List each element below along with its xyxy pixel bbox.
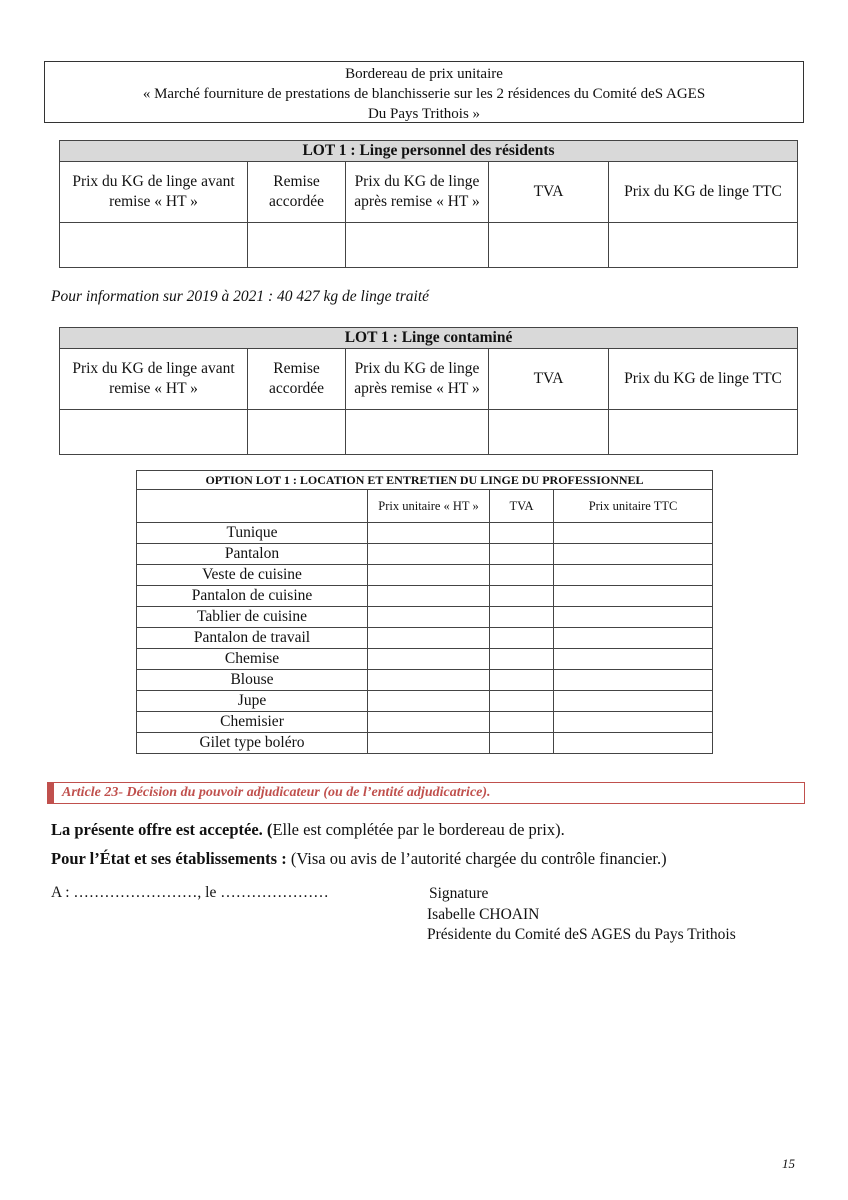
lot1-title: LOT 1 : Linge personnel des résidents (60, 141, 798, 162)
option-col-tva: TVA (490, 490, 554, 523)
option-title: OPTION LOT 1 : LOCATION ET ENTRETIEN DU LINGE DU PROFESSIONNEL (137, 471, 713, 490)
lot2-input-cell[interactable] (489, 410, 609, 455)
price-cell[interactable] (490, 649, 554, 670)
price-cell[interactable] (368, 691, 490, 712)
info-note: Pour information sur 2019 à 2021 : 40 427 kg de linge traité (51, 288, 430, 305)
item-label: Blouse (137, 670, 368, 691)
state-rest: (Visa ou avis de l’autorité chargée du contrôle financier.) (290, 849, 667, 868)
lot1-price-table (59, 140, 798, 268)
price-cell[interactable] (490, 712, 554, 733)
price-cell[interactable] (554, 544, 713, 565)
lot2-input-cell[interactable] (248, 410, 346, 455)
lot1-input-cell[interactable] (248, 223, 346, 268)
price-cell[interactable] (554, 691, 713, 712)
lot1-col-ttc: Prix du KG de linge TTC (609, 162, 798, 223)
price-cell[interactable] (368, 586, 490, 607)
item-label: Gilet type boléro (137, 733, 368, 754)
price-cell[interactable] (554, 670, 713, 691)
price-cell[interactable] (490, 691, 554, 712)
item-label: Chemise (137, 649, 368, 670)
lot2-price-table (59, 327, 798, 455)
price-cell[interactable] (554, 586, 713, 607)
lot1-col-prix-apres: Prix du KG de linge après remise « HT » (346, 162, 489, 223)
price-cell[interactable] (554, 733, 713, 754)
item-label: Tablier de cuisine (137, 607, 368, 628)
lot2-col-ttc: Prix du KG de linge TTC (609, 349, 798, 410)
price-cell[interactable] (490, 607, 554, 628)
item-label: Veste de cuisine (137, 565, 368, 586)
option-col-ht: Prix unitaire « HT » (368, 490, 490, 523)
price-cell[interactable] (368, 712, 490, 733)
title-line-1: Bordereau de prix unitaire (345, 66, 503, 82)
title-line-2: « Marché fourniture de prestations de blanchisserie sur les 2 résidences du Comité deS AGES (142, 86, 706, 102)
lot2-col-prix-avant: Prix du KG de linge avant remise « HT » (60, 349, 248, 410)
acceptance-bold: La présente offre est acceptée. ( (51, 820, 273, 839)
signature-label: Signature (429, 885, 489, 902)
price-cell[interactable] (554, 649, 713, 670)
price-cell[interactable] (368, 565, 490, 586)
price-cell[interactable] (554, 565, 713, 586)
price-cell[interactable] (490, 565, 554, 586)
lot1-col-remise: Remise accordée (248, 162, 346, 223)
acceptance-rest: Elle est complétée par le bordereau de prix). (272, 820, 565, 839)
page-number: 15 (782, 1156, 795, 1171)
price-cell[interactable] (368, 670, 490, 691)
item-label: Pantalon de travail (137, 628, 368, 649)
lot2-title: LOT 1 : Linge contaminé (60, 328, 798, 349)
lot1-input-cell[interactable] (346, 223, 489, 268)
item-label: Pantalon de cuisine (137, 586, 368, 607)
lot2-input-cell[interactable] (609, 410, 798, 455)
article-23-heading: Article 23- Décision du pouvoir adjudicateur (ou de l’entité adjudicatrice). (47, 782, 805, 804)
document-title-box (44, 61, 804, 123)
price-cell[interactable] (554, 628, 713, 649)
lot2-col-remise: Remise accordée (248, 349, 346, 410)
lot1-input-cell[interactable] (489, 223, 609, 268)
lot1-input-cell[interactable] (609, 223, 798, 268)
price-cell[interactable] (554, 607, 713, 628)
state-bold: Pour l’État et ses établissements : (51, 849, 291, 868)
title-line-3: Du Pays Trithois » (367, 106, 481, 122)
price-cell[interactable] (490, 544, 554, 565)
option-col-item (137, 490, 368, 523)
signatory-role: Présidente du Comité deS AGES du Pays Trithois (427, 926, 736, 943)
price-cell[interactable] (368, 523, 490, 544)
lot2-col-prix-apres: Prix du KG de linge après remise « HT » (346, 349, 489, 410)
item-label: Tunique (137, 523, 368, 544)
price-cell[interactable] (368, 649, 490, 670)
lot2-input-cell[interactable] (60, 410, 248, 455)
item-label: Pantalon (137, 544, 368, 565)
price-cell[interactable] (368, 607, 490, 628)
item-label: Chemisier (137, 712, 368, 733)
price-cell[interactable] (554, 712, 713, 733)
price-cell[interactable] (554, 523, 713, 544)
lot1-col-prix-avant: Prix du KG de linge avant remise « HT » (60, 162, 248, 223)
option-col-ttc: Prix unitaire TTC (554, 490, 713, 523)
price-cell[interactable] (368, 544, 490, 565)
place-date-line[interactable]: A : ……………………, le ………………… (51, 884, 329, 901)
state-line (51, 849, 667, 869)
price-cell[interactable] (368, 628, 490, 649)
price-cell[interactable] (490, 523, 554, 544)
option-table (136, 470, 713, 754)
lot1-col-tva: TVA (489, 162, 609, 223)
lot1-input-cell[interactable] (60, 223, 248, 268)
item-label: Jupe (137, 691, 368, 712)
acceptance-line (51, 820, 565, 840)
price-cell[interactable] (490, 733, 554, 754)
price-cell[interactable] (368, 733, 490, 754)
signatory-name: Isabelle CHOAIN (427, 905, 540, 923)
price-cell[interactable] (490, 628, 554, 649)
price-cell[interactable] (490, 670, 554, 691)
signature-block (427, 884, 736, 946)
lot2-col-tva: TVA (489, 349, 609, 410)
lot2-input-cell[interactable] (346, 410, 489, 455)
price-cell[interactable] (490, 586, 554, 607)
